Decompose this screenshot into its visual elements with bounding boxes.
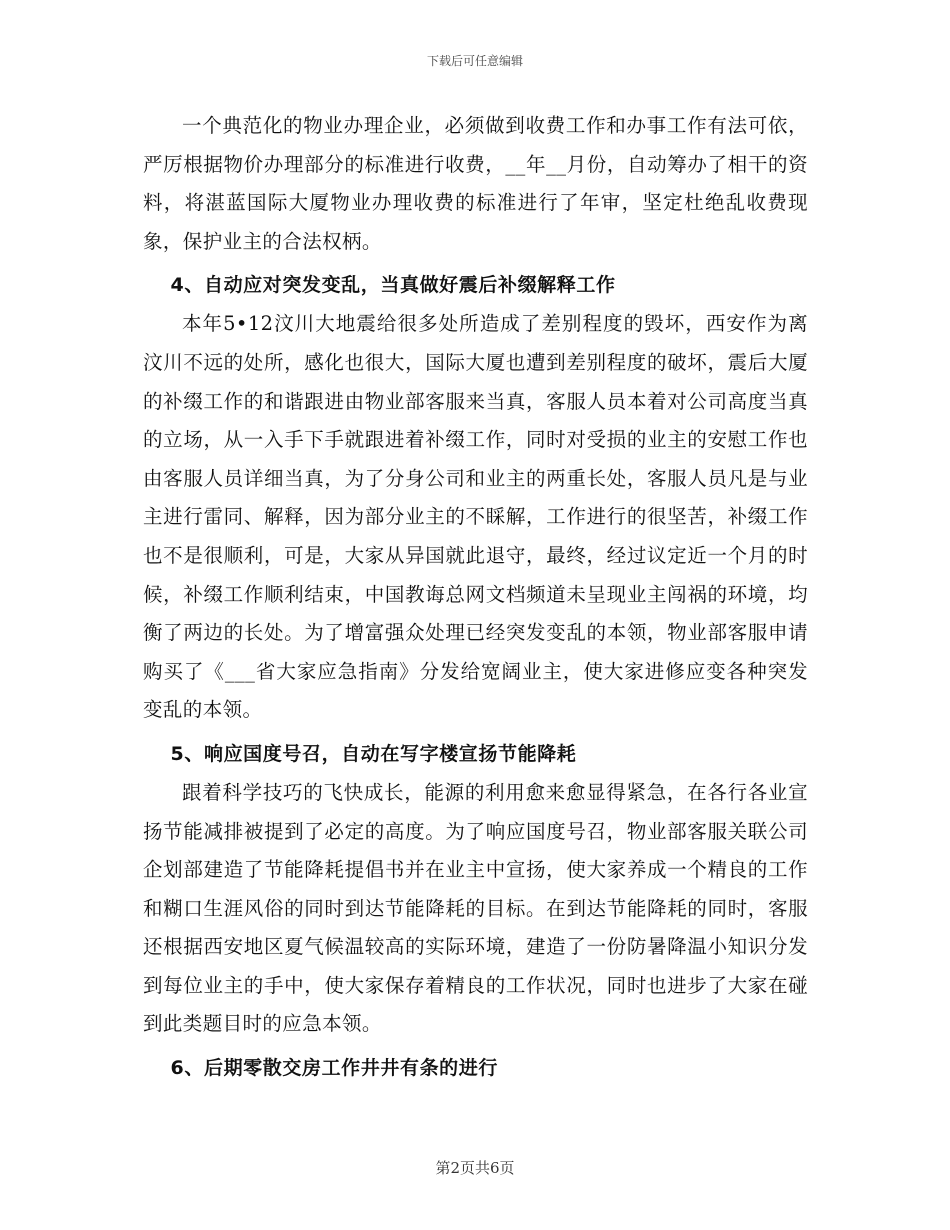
section-heading-5: 5、响应国度号召，自动在写字楼宣扬节能降耗 [170,742,577,765]
paragraph-fee-standards: 一个典范化的物业办理企业，必须做到收费工作和办事工作有法可依，严厉根据物价办理部分的标准进行收费，__年__月份，自动筹办了相干的资料，将湛蓝国际大厦物业办理收费的标准进行了年审，坚定杜绝乱收费现象，保护业主的合法权柄。 [143,114,808,253]
section-heading-4: 4、自动应对突发变乱，当真做好震后补缀解释工作 [170,274,616,297]
section-heading-6: 6、后期零散交房工作井井有条的进行 [170,1057,498,1080]
page-header: 下载后可任意编辑 [426,54,523,68]
page-number: 第2页共6页 [435,1159,515,1177]
paragraph-earthquake-repair: 本年5•12汶川大地震给很多处所造成了差别程度的毁坏，西安作为离汶川不远的处所，感化也很大，国际大厦也遭到差别程度的破坏，震后大厦的补缀工作的和谐跟进由物业部客服来当真，客服人员本着对公司高度当真的立场，从一入手下手就跟进着补缀工作，同时对受损的业主的安慰工作也由客服人员详细当真，为了分身公司和业主的两重长处，客服人员凡是与业主进行雷同、解释，因为部分业主的不睬解，工作进行的很坚苦，补缀工作也不是很顺利，可是，大家从异国就此退守，最终，经过议定近一个月的时候，补缀工作顺利结束，中国教诲总网文档频道未呈现业主闯祸的环境，均衡了两边的长处。为了增富强众处理已经突发变乱的本领，物业部客服申请购买了《___省大家应急指南》分发给宽阔业主，使大家进修应变各种突发变乱的本领。 [143,312,808,722]
paragraph-energy-saving: 跟着科学技巧的飞快成长，能源的利用愈来愈显得紧急，在各行各业宣扬节能减排被提到了必定的高度。为了响应国度号召，物业部客服关联公司企划部建造了节能降耗提倡书并在业主中宣扬，使大家养成一个精良的工作和糊口生涯风俗的同时到达节能降耗的目标。在到达节能降耗的同时，客服还根据西安地区夏气候温较高的实际环境，建造了一份防暑降温小知识分发到每位业主的手中，使大家保存着精良的工作状况，同时也进步了大家在碰到此类题目时的应急本领。 [143,780,808,1036]
document-body [143,107,808,1088]
